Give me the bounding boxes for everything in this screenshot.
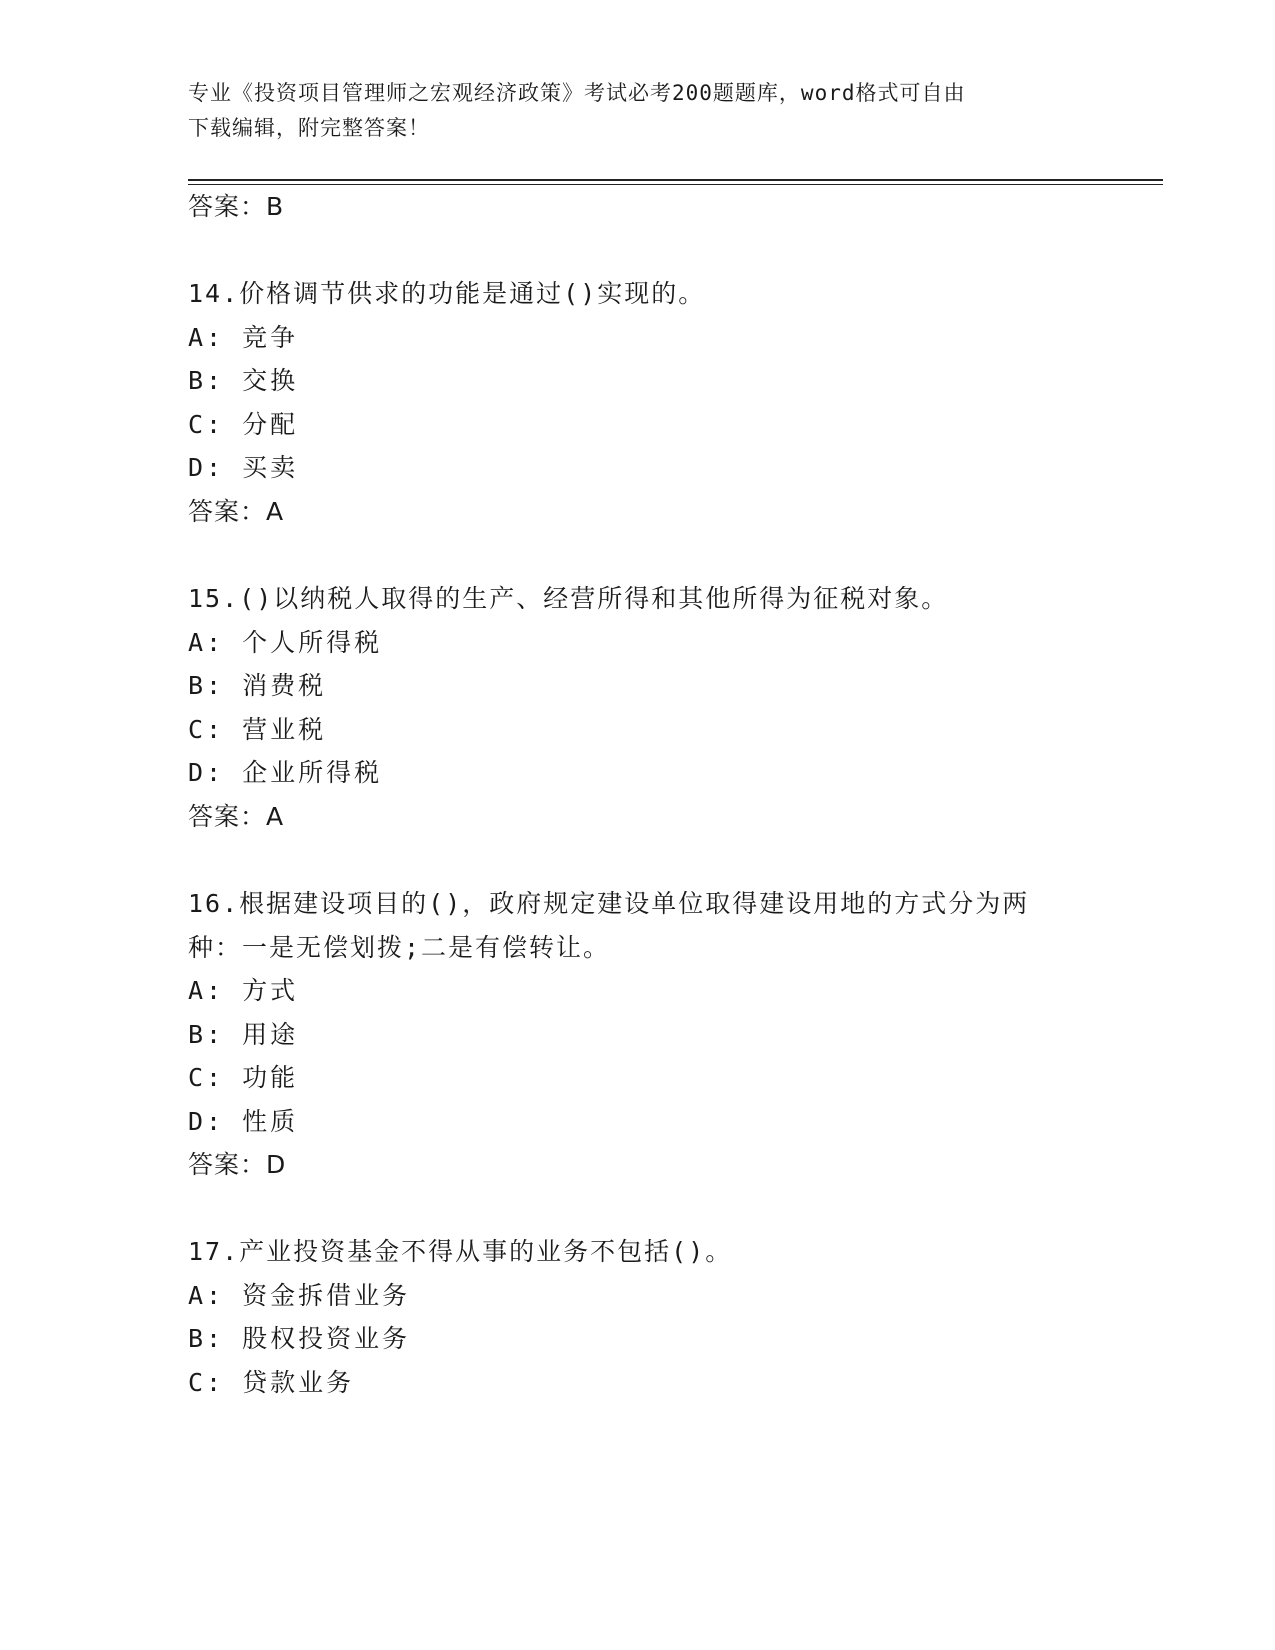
answer-line: 答案：A xyxy=(188,802,285,831)
header-rule-thick xyxy=(188,179,1163,181)
answer-line: 答案：A xyxy=(188,497,285,526)
question-stem-continued: 种：一是无偿划拨;二是有偿转让。 xyxy=(188,933,611,962)
option-d: D: 性质 xyxy=(188,1107,299,1136)
header-line-1: 专业《投资项目管理师之宏观经济政策》考试必考200题题库，word格式可自由 xyxy=(188,81,966,105)
option-b: B: 用途 xyxy=(188,1020,299,1049)
option-d: D: 企业所得税 xyxy=(188,758,383,787)
answer-line: 答案：B xyxy=(188,192,285,221)
question-stem: 15.()以纳税人取得的生产、经营所得和其他所得为征税对象。 xyxy=(188,584,949,613)
header-line-2: 下载编辑，附完整答案！ xyxy=(188,116,430,140)
option-a: A: 竞争 xyxy=(188,323,299,352)
option-c: C: 功能 xyxy=(188,1063,299,1092)
answer-line: 答案：D xyxy=(188,1150,287,1179)
option-c: C: 分配 xyxy=(188,410,299,439)
option-b: B: 消费税 xyxy=(188,671,327,700)
question-stem: 16.根据建设项目的()，政府规定建设单位取得建设用地的方式分为两 xyxy=(188,889,1030,918)
header-rule-thin xyxy=(188,184,1163,185)
question-stem: 17.产业投资基金不得从事的业务不包括()。 xyxy=(188,1237,733,1266)
option-b: B: 股权投资业务 xyxy=(188,1324,411,1353)
document-header xyxy=(188,76,1088,146)
question-stem: 14.价格调节供求的功能是通过()实现的。 xyxy=(188,279,706,308)
option-c: C: 营业税 xyxy=(188,715,327,744)
option-a: A: 方式 xyxy=(188,976,299,1005)
option-a: A: 个人所得税 xyxy=(188,628,383,657)
option-a: A: 资金拆借业务 xyxy=(188,1281,411,1310)
option-c: C: 贷款业务 xyxy=(188,1368,355,1397)
option-b: B: 交换 xyxy=(188,366,299,395)
option-d: D: 买卖 xyxy=(188,453,299,482)
